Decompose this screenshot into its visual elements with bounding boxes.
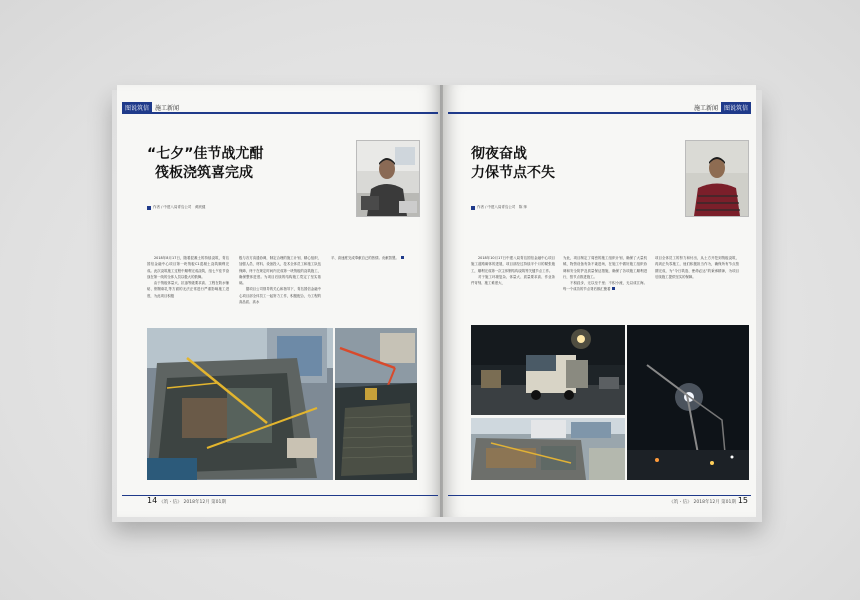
right-journal-name: 《筑・信》 bbox=[669, 500, 692, 505]
left-issue: 2018年12月 第01期 bbox=[183, 500, 226, 505]
left-header-rule bbox=[122, 112, 438, 114]
left-byline bbox=[147, 205, 205, 210]
author-icon bbox=[471, 206, 475, 210]
right-title-line-2: 力保节点不失 bbox=[471, 164, 555, 181]
left-footer bbox=[147, 496, 226, 505]
left-page bbox=[117, 85, 443, 517]
left-construction-aerial-photo bbox=[147, 328, 333, 480]
left-pit-photo bbox=[335, 328, 417, 480]
right-header-rule bbox=[448, 112, 751, 114]
left-section-tag-plain: 施工新闻 bbox=[155, 105, 180, 112]
right-body-column-2 bbox=[563, 255, 647, 293]
left-title-line-2: 筏板浇筑喜完成 bbox=[155, 164, 253, 181]
left-article-title bbox=[147, 145, 263, 183]
right-page bbox=[443, 85, 756, 517]
right-issue: 2018年12月 第01期 bbox=[693, 500, 736, 505]
end-mark bbox=[612, 287, 615, 290]
right-byline bbox=[471, 205, 527, 210]
left-author-portrait bbox=[356, 140, 420, 217]
left-title-line-1: “七夕”佳节战尤酣 bbox=[147, 146, 264, 162]
right-author-portrait bbox=[685, 140, 749, 217]
right-page-number: 15 bbox=[737, 496, 748, 505]
left-section-tag-highlight: 图说筑信 bbox=[122, 102, 152, 113]
right-body-column-2-text: 为此，项目制定了周密的施工组织计划，确保了大量机械、物资设备有条不紊进场，在施工中做好施工组织协调和安全防护及质量保证措施，确保了各项施工顺利进行，按节点推进施工。 不积跬步，无以至千里；不积小流，无以成江海。每一个成功的节点背后都汇聚着 bbox=[563, 256, 647, 292]
right-night-truck-photo bbox=[471, 325, 625, 415]
end-mark bbox=[401, 256, 404, 259]
right-body-column-3: 项目全体员工的努力和付出，从土方开挖到筏板浇筑，再到正负零施工，他们积极担当作为，确保所有节点按期完成，为“今日筑造、使命必达”的秉承精神，为项目后续施工提供坚实的保障。 bbox=[655, 256, 739, 279]
left-page-number: 14 bbox=[147, 496, 158, 505]
right-article-title bbox=[471, 145, 555, 183]
left-byline-text: 作者 / 中建八局青岛公司 黄跃健 bbox=[153, 205, 206, 209]
left-body-column-3 bbox=[331, 255, 413, 261]
right-night-pump-photo bbox=[627, 325, 749, 480]
right-byline-text: 作者 / 中建八局青岛公司 陈 帅 bbox=[477, 205, 528, 209]
left-body-column-3-text: 平、高速度完成奉献自己的热情。贡献智慧。 bbox=[331, 256, 399, 260]
left-body-column-1: 2018年8月17日，随着混凝土的持续浇筑，青岛国信金融中心项目第一块筏板C1混凝土浇筑顺利完成。此次浇筑施工过程中顺利完成浇筑，组七夕佳节奋战在第一线的全体人员以极大的鼓舞。 由于筏板体量大、抗渗等级要求高、工程在防水铺贴、钢筋绑扎等方面的无法正常进行严重影响施工进度，为此项目积极 bbox=[147, 256, 229, 298]
right-footer bbox=[669, 496, 748, 505]
left-body-column-2: 极与各方沟通协调，制定合理的施工计划，精心组织，加强人员、材料、设备投入，技术全体员工和施工队伍保障，终于在规定时间内完成第一块筏板的浇筑施工，确保整体进度。为项目后续的结构施工奠定了坚实基础。 据项目公司领导的关心和指导下，青岛国信金融中心项目部全体员工一起努力工作，积极配合，为工程的高品质、高水 bbox=[239, 256, 321, 305]
right-site-aerial-photo bbox=[471, 418, 625, 480]
right-section-tag-highlight: 图说筑信 bbox=[721, 102, 751, 113]
right-body-column-1: 2018年10月17日中建八局青岛国信金融中心项目施工道路砌体的进展，项目部经过持续半个月的紧张施工，顺利完成第一次主体钢结构浇筑等关键节点工作。 对于施工环境复杂、体量大、质量要求高、作业条件苛刻、施工难度大、 bbox=[471, 256, 555, 286]
right-section-tag-plain: 施工新闻 bbox=[693, 105, 718, 112]
left-journal-name: 《筑・信》 bbox=[159, 500, 182, 505]
right-title-line-1: 彻夜奋战 bbox=[471, 146, 527, 162]
author-icon bbox=[147, 206, 151, 210]
